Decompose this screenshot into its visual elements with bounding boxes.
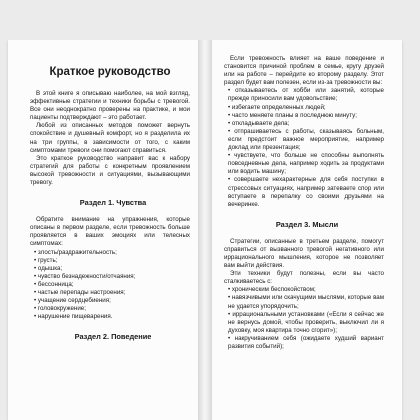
list-item: • злость/раздражительность; [34, 248, 117, 256]
list-item: • бессонница; [34, 280, 74, 288]
section-3-heading: Раздел 3. Мысли [275, 219, 339, 229]
section-2-text: Если тревожность влияет на ваше поведение и становится причиной проблем в семье, кругу друзей или на работе – перейдите ко второму разделу. Этот раздел будет вам полезен, если из-за тревожности вы: [224, 55, 384, 87]
list-item: • хроническим беспокойством; [228, 286, 316, 294]
page-title: Краткое руководство [49, 66, 171, 78]
list-item: • отпрашиваетесь с работы, сказываясь больным, если предстоит важное мероприятие, например доклад или презентация; [228, 127, 384, 152]
list-item: • частые перепады настроения; [34, 288, 126, 296]
list-item: • откладываете дела; [228, 119, 290, 127]
list-item: • учащение сердцебиения; [34, 297, 111, 305]
section-3-text-1: Стратегии, описанные в третьем разделе, помогут справиться от вызванного тревогой негативного или иррационального мышления, которое не позволяет вам выйти действия. [224, 237, 384, 270]
right-page [212, 40, 402, 420]
section-2-list [224, 87, 384, 208]
list-item: • нарушение пищеварения. [34, 313, 113, 321]
section-3-list [224, 286, 384, 351]
list-item: • головокружение; [34, 305, 86, 313]
list-item: • отказываетесь от хобби или занятий, которые прежде приносили вам удовольствие; [228, 87, 384, 103]
section-1-list [30, 249, 190, 322]
intro-paragraph-3: Это краткое руководство направит вас к набору стратегий для работы с конкретным проявлением высокой тревожности и ситуациями, вызывающими тревогу. [30, 154, 190, 187]
list-item: • часто меняете планы в последнюю минуту; [228, 111, 357, 119]
list-item: • чувство безнадежности/отчаяния; [34, 272, 136, 280]
list-item: • одышка; [34, 264, 63, 272]
list-item: • совершаете нехарактерные для себя поступки в стрессовых ситуациях, например затеваете спор или вступаете в перепалку со своими друзьями на вечеринке. [228, 176, 384, 208]
list-item: • навязчивыми или скачущими мыслями, которые вам не удается упорядочить; [228, 294, 384, 310]
book-spine [198, 40, 212, 420]
section-1-text: Обратите внимание на упражнения, которые описаны в первом разделе, если тревожность больше проявляется в ваших эмоциях или телесных симптомах: [30, 216, 190, 248]
list-item: • чувствуете, что больше не способны выполнять повседневные дела, например ходить за продуктами или водить машину; [228, 152, 384, 176]
list-item: • избегаете определенных людей; [228, 103, 326, 111]
intro-paragraph-2: Любой из описанных методов поможет вернуть спокойствие и душевный комфорт, но я разделила их на три группы, в зависимости от того, с каким симптомами тревоги они помогают справиться. [30, 122, 190, 154]
list-item: • накручиванием себя (ожидаете худший вариант развития событий); [228, 334, 384, 350]
intro-paragraph-1: В этой книге я описываю наиболее, на мой взгляд, эффективные стратегии и техники борьбы с тревогой. Все они неоднократно проверены на практике, и мои пациенты подтверждают – это работает. [30, 90, 190, 122]
list-item: • грусть; [34, 256, 58, 264]
section-3-text-2: Эти техники будут полезны, если вы часто сталкиваетесь с: [224, 270, 384, 286]
section-1-heading: Раздел 1. Чувства [79, 198, 147, 208]
left-page [8, 40, 198, 420]
list-item: • иррациональными установками («Если я сейчас же не вернусь домой, чтобы проверить, выключил ли я духовку, моя квартира точно сгорит»); [228, 310, 384, 334]
section-2-heading: Раздел 2. Поведение [74, 332, 152, 342]
